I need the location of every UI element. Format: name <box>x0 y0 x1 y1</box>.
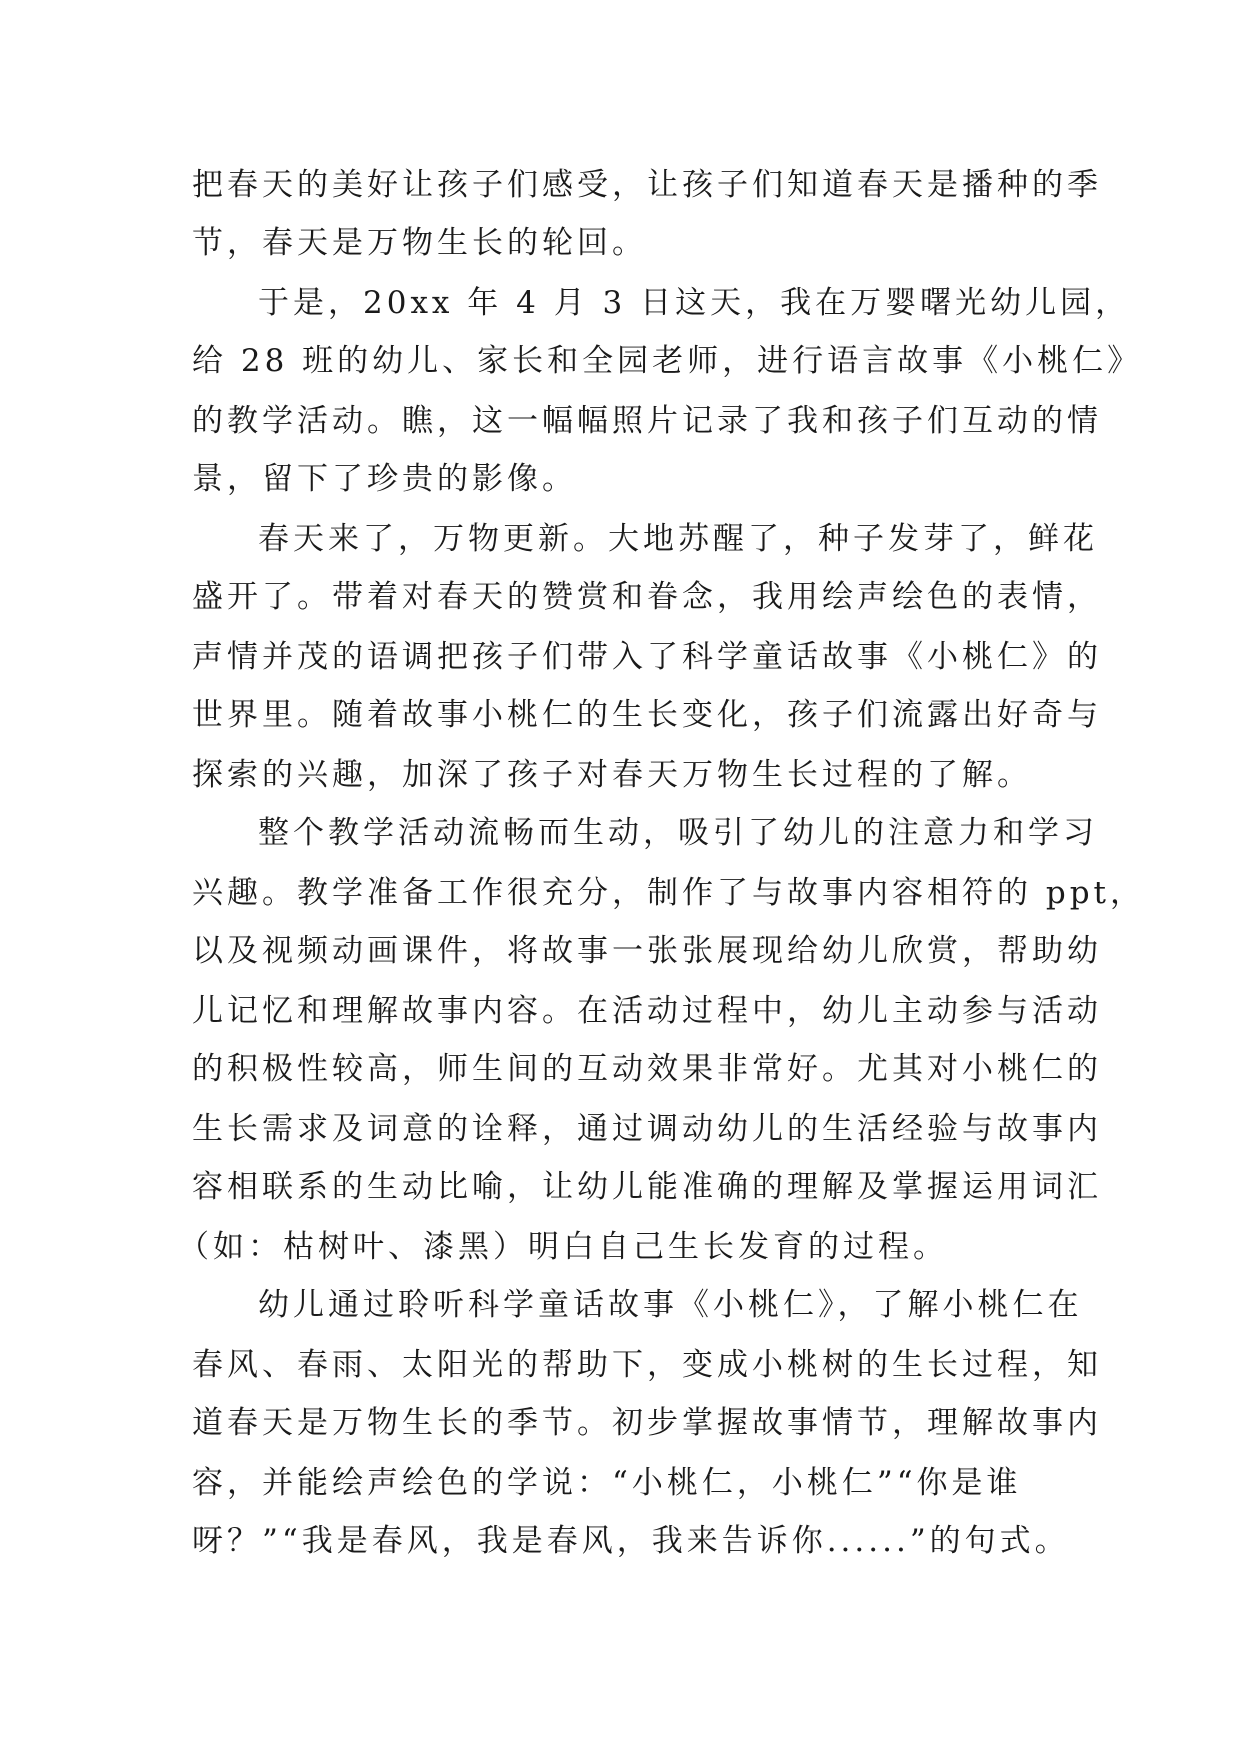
text-line-4: 给 28 班的幼儿、家长和全园老师，进行语言故事《小桃仁》 <box>192 343 1143 379</box>
text-line-7: 春天来了，万物更新。大地苏醒了，种子发芽了，鲜花 <box>258 521 1098 557</box>
text-line-18: 容相联系的生动比喻，让幼儿能准确的理解及掌握运用词汇 <box>192 1169 1102 1205</box>
text-line-9: 声情并茂的语调把孩子们带入了科学童话故事《小桃仁》的 <box>192 639 1102 675</box>
text-line-16: 的积极性较高，师生间的互动效果非常好。尤其对小桃仁的 <box>192 1051 1102 1087</box>
text-line-15: 儿记忆和理解故事内容。在活动过程中，幼儿主动参与活动 <box>192 993 1102 1029</box>
text-line-19: （如：枯树叶、漆黑）明白自己生长发育的过程。 <box>178 1229 948 1265</box>
text-line-3: 于是，20xx 年 4 月 3 日这天，我在万婴曙光幼儿园， <box>258 285 1131 321</box>
text-line-11: 探索的兴趣，加深了孩子对春天万物生长过程的了解。 <box>192 757 1032 793</box>
text-line-8: 盛开了。带着对春天的赞赏和眷念，我用绘声绘色的表情， <box>192 579 1102 615</box>
text-line-22: 道春天是万物生长的季节。初步掌握故事情节，理解故事内 <box>192 1405 1102 1441</box>
text-line-14: 以及视频动画课件，将故事一张张展现给幼儿欣赏，帮助幼 <box>192 933 1102 969</box>
text-line-2: 节，春天是万物生长的轮回。 <box>192 225 647 261</box>
text-line-24: 呀？”“我是春风，我是春风，我来告诉你......”的句式。 <box>192 1523 1070 1559</box>
text-line-12: 整个教学活动流畅而生动，吸引了幼儿的注意力和学习 <box>258 815 1098 851</box>
text-line-17: 生长需求及词意的诠释，通过调动幼儿的生活经验与故事内 <box>192 1111 1102 1147</box>
text-line-6: 景，留下了珍贵的影像。 <box>192 461 577 497</box>
text-line-1: 把春天的美好让孩子们感受，让孩子们知道春天是播种的季 <box>192 167 1102 203</box>
text-line-21: 春风、春雨、太阳光的帮助下，变成小桃树的生长过程，知 <box>192 1347 1102 1383</box>
text-line-5: 的教学活动。瞧，这一幅幅照片记录了我和孩子们互动的情 <box>192 403 1102 439</box>
text-line-13: 兴趣。教学准备工作很充分，制作了与故事内容相符的 ppt， <box>192 875 1145 911</box>
text-line-20: 幼儿通过聆听科学童话故事《小桃仁》，了解小桃仁在 <box>258 1287 1083 1323</box>
text-line-23: 容，并能绘声绘色的学说：“小桃仁，小桃仁”“你是谁 <box>192 1465 1022 1501</box>
text-line-10: 世界里。随着故事小桃仁的生长变化，孩子们流露出好奇与 <box>192 697 1102 733</box>
